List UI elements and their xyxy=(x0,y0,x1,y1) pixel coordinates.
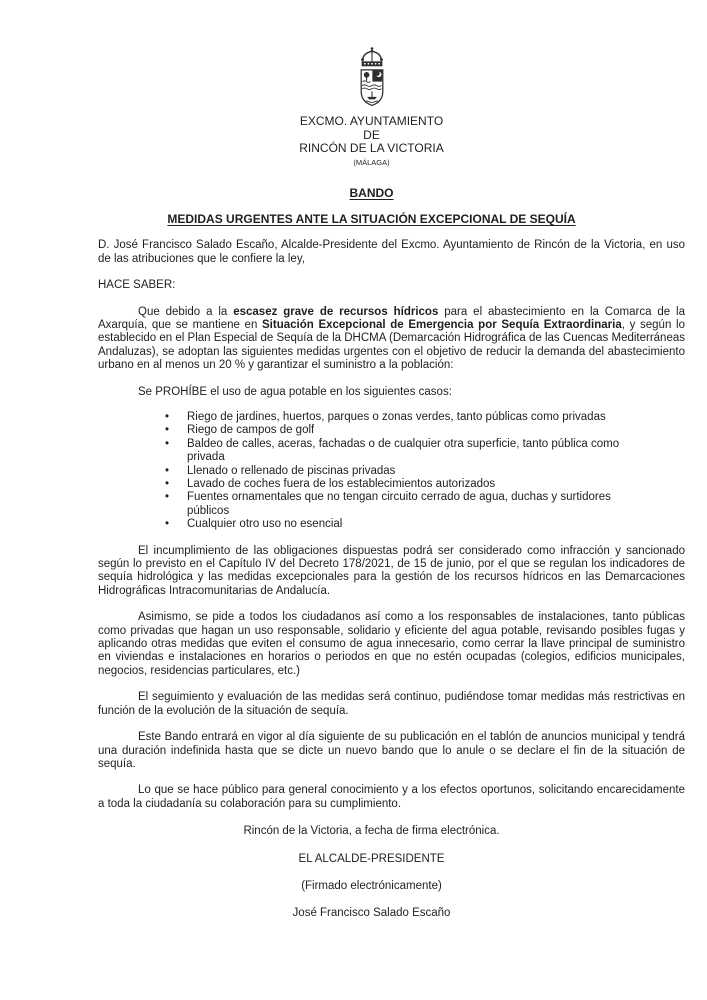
monitoring-paragraph: El seguimiento y evaluación de las medidas será continuo, pudiéndose tomar medidas más restrictivas en función de la evolución de la situación de sequía. xyxy=(98,691,685,717)
municipal-coat-of-arms-icon xyxy=(98,45,645,111)
prohibition-item: • Riego de jardines, huertos, parques o zonas verdes, tanto públicas como privadas xyxy=(165,411,642,424)
declaration-bold-1: escasez grave de recursos hídricos xyxy=(233,305,439,318)
declaration-text-1: Que debido a la xyxy=(138,305,234,318)
signature-role: EL ALCALDE-PRESIDENTE xyxy=(298,852,445,865)
closing-paragraph: Lo que se hace público para general conocimiento y a los efectos oportunos, solicitando encarecidamente a toda la ciudadanía su colaboración para su cumplimiento. xyxy=(98,784,685,810)
prohibition-item: • Lavado de coches fuera de los establecimientos autorizados xyxy=(165,478,642,491)
declaration-bold-2: Situación Excepcional de Emergencia por Sequía Extraordinaria xyxy=(262,318,622,331)
declaration-text-3: , y según lo establecido en el Plan Especial de Sequía de la DHCMA (Demarcación Hidrográfica de las Cuencas Mediterráneas Andaluzas), se adoptan las siguientes medidas urgentes con el objetivo de reducir la demanda del abastecimiento urbano en al menos un 20 % y garantizar el suministro a la población: xyxy=(98,318,685,372)
document-subtitle: MEDIDAS URGENTES ANTE LA SITUACIÓN EXCEPCIONAL DE SEQUÍA xyxy=(167,211,576,226)
header-entity-line1: EXCMO. AYUNTAMIENTO xyxy=(299,114,444,128)
prohibition-item: • Fuentes ornamentales que no tengan circuito cerrado de agua, duchas y surtidores públicos xyxy=(165,491,642,518)
appeal-paragraph: Asimismo, se pide a todos los ciudadanos así como a los responsables de instalaciones, tanto públicas como privadas que hagan un uso responsable, solidario y eficiente del agua potable, revisando posibles fugas y aplicando otras medidas que eviten el consumo de agua innecesario, como cerrar la llave principal de suministro en viviendas e instalaciones en horarios o periodos en que no estén ocupadas (colegios, edificios municipales, negocios, residencias particulares, etc.) xyxy=(98,611,685,677)
prohibition-intro: Se PROHÍBE el uso de agua potable en los siguientes casos: xyxy=(138,385,452,398)
header-entity-line3: RINCÓN DE LA VICTORIA xyxy=(299,141,444,155)
prohibition-item: • Riego de campos de golf xyxy=(165,424,642,437)
document-title: BANDO xyxy=(349,185,394,200)
enforcement-paragraph: El incumplimiento de las obligaciones dispuestas podrá ser considerado como infracción y sancionado según lo previsto en el Capítulo IV del Decreto 178/2021, de 15 de junio, por el que se regulan los indicadores de sequía hidrológica y las medidas excepcionales para la gestión de los recursos hídricos en las Demarcaciones Hidrográficas Intracomunitarias de Andalucía. xyxy=(98,544,685,597)
signature-name: José Francisco Salado Escaño xyxy=(292,907,451,920)
prohibition-item: • Baldeo de calles, aceras, fachadas o de cualquier otra superficie, tanto pública como privada xyxy=(165,438,642,465)
document-header xyxy=(98,45,645,167)
intro-paragraph: D. José Francisco Salado Escaño, Alcalde-Presidente del Excmo. Ayuntamiento de Rincón de la Victoria, en uso de las atribuciones que le confiere la ley, xyxy=(98,239,685,265)
header-province-line: (MÁLAGA) xyxy=(353,157,390,167)
header-entity-line2: DE xyxy=(363,127,380,142)
signature-method: (Firmado electrónicamente) xyxy=(301,879,442,892)
drought-declaration-paragraph xyxy=(98,306,685,373)
declaration-text-2: para el abastecimiento en la Comarca de la Axarquía, que se mantiene en xyxy=(98,305,685,331)
prohibition-list xyxy=(98,411,685,532)
validity-paragraph: Este Bando entrará en vigor al día siguiente de su publicación en el tablón de anuncios municipal y tendrá una duración indefinida hasta que se dicte un nuevo bando que lo anule o se declare el fin de la situación de sequía. xyxy=(98,731,685,770)
place-date-line: Rincón de la Victoria, a fecha de firma electrónica. xyxy=(243,825,500,838)
hace-saber-heading: HACE SABER: xyxy=(98,279,176,292)
prohibition-item: • Llenado o rellenado de piscinas privadas xyxy=(165,465,642,478)
prohibition-item: • Cualquier otro uso no esencial xyxy=(165,518,642,531)
